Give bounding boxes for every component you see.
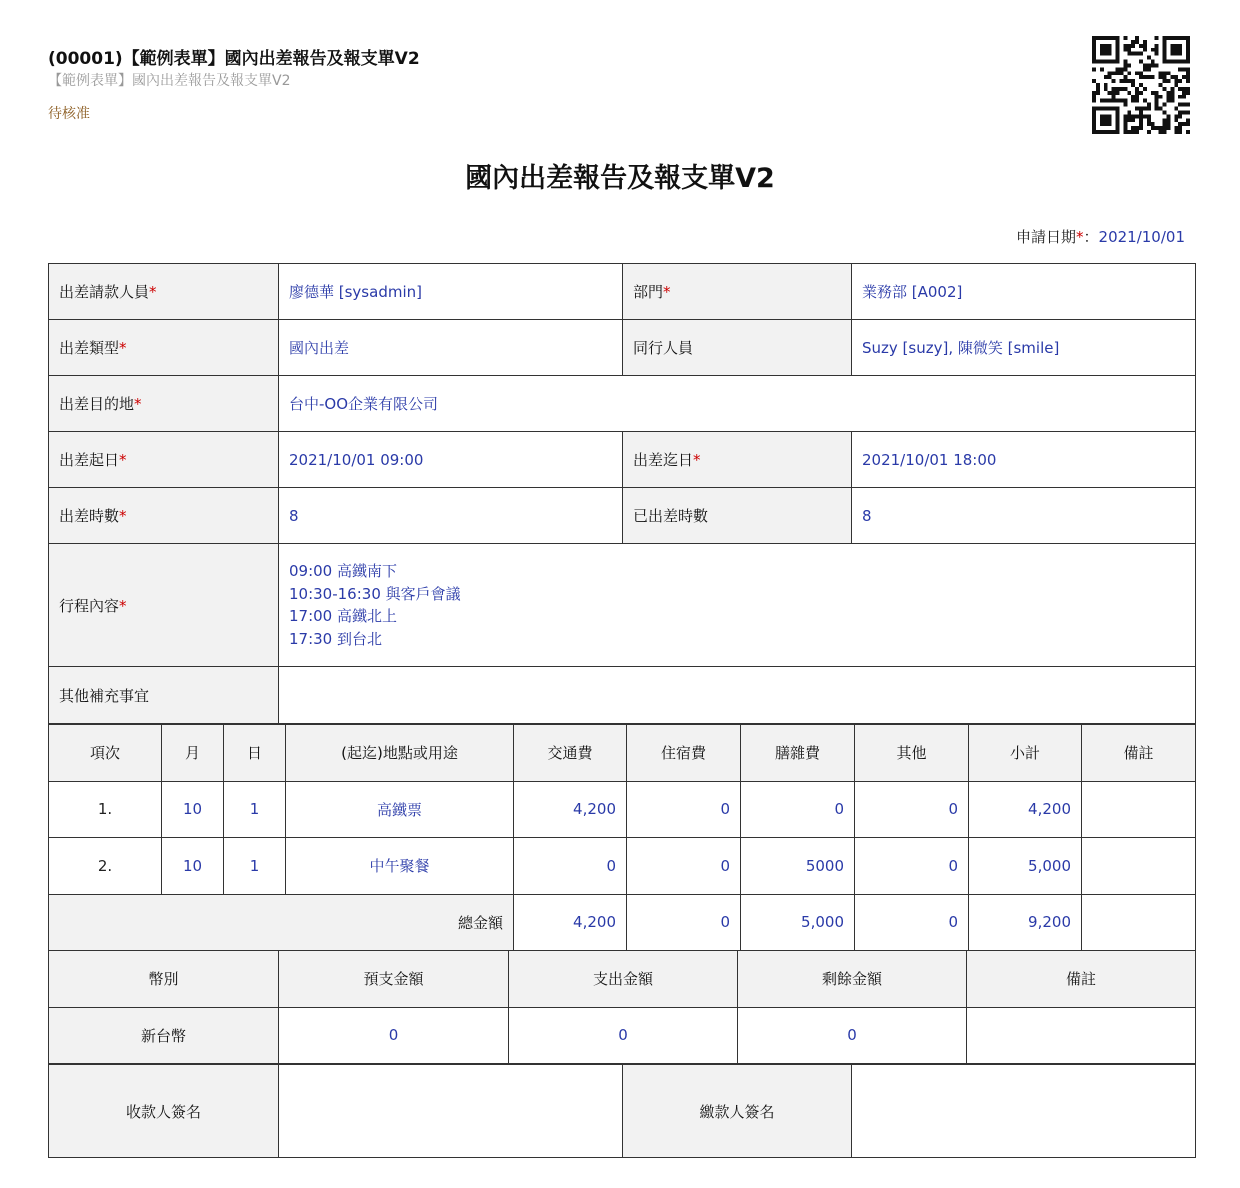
apply-date: [1016, 226, 1185, 247]
itinerary-line: 17:00 高鐵北上: [289, 607, 397, 625]
col-header-month: 月: [162, 725, 224, 782]
col-header-transport: 交通費: [514, 725, 627, 782]
status-badge: 待核准: [48, 106, 90, 122]
done-hours-value: 8: [852, 488, 1196, 544]
itinerary-value: [279, 544, 1196, 667]
total-row: [49, 894, 1196, 951]
row-other: 0: [855, 838, 969, 895]
row-note: [1082, 838, 1196, 895]
hours-label: 出差時數*: [49, 488, 279, 544]
table-row: [49, 1007, 1196, 1064]
expense-table: [48, 724, 1196, 951]
payer-signature-label: 繳款人簽名: [623, 1065, 852, 1158]
apply-date-label: 申請日期: [1016, 228, 1077, 246]
row-meals: 0: [741, 781, 855, 838]
row-month: 10: [162, 838, 224, 895]
row-lodging: 0: [627, 781, 741, 838]
col-header-subtotal: 小計: [969, 725, 1082, 782]
type-label: 出差類型*: [49, 320, 279, 376]
travel-info-table: [48, 263, 1196, 724]
itinerary-label: 行程內容*: [49, 544, 279, 667]
row-lodging: 0: [627, 838, 741, 895]
destination-label: 出差目的地*: [49, 376, 279, 432]
requester-label: 出差請款人員*: [49, 264, 279, 320]
done-hours-label: 已出差時數: [623, 488, 852, 544]
total-label: 總金額: [49, 894, 514, 951]
total-note: [1082, 894, 1196, 951]
col-header-currency: 幣別: [49, 951, 279, 1008]
col-header-no: 項次: [49, 725, 162, 782]
table-row: [49, 1065, 1196, 1158]
destination-value: 台中-OO企業有限公司: [279, 376, 1196, 432]
required-mark: *: [1076, 228, 1084, 246]
col-header-spent: 支出金額: [509, 951, 738, 1008]
dept-value: 業務部 [A002]: [852, 264, 1196, 320]
form-header-title: (00001)【範例表單】國內出差報告及報支單V2: [48, 49, 420, 69]
row-day: 1: [224, 781, 286, 838]
total-meals: 5,000: [741, 894, 855, 951]
payer-signature-field[interactable]: [852, 1065, 1196, 1158]
apply-date-value: 2021/10/01: [1098, 228, 1185, 246]
table-row: [49, 432, 1196, 488]
table-row: [49, 544, 1196, 667]
table-row: [49, 838, 1196, 895]
advance-value: 0: [279, 1007, 509, 1064]
total-transport: 4,200: [514, 894, 627, 951]
requester-value: 廖德華 [sysadmin]: [279, 264, 623, 320]
payee-signature-field[interactable]: [279, 1065, 623, 1158]
col-header-remaining: 剩餘金額: [738, 951, 967, 1008]
end-date-label: 出差迄日*: [623, 432, 852, 488]
row-subtotal: 5,000: [969, 838, 1082, 895]
companions-label: 同行人員: [623, 320, 852, 376]
settlement-table: [48, 950, 1196, 1064]
row-subtotal: 4,200: [969, 781, 1082, 838]
row-day: 1: [224, 838, 286, 895]
col-header-lodging: 住宿費: [627, 725, 741, 782]
row-other: 0: [855, 781, 969, 838]
signature-table: [48, 1064, 1196, 1158]
row-month: 10: [162, 781, 224, 838]
total-subtotal: 9,200: [969, 894, 1082, 951]
col-header-other: 其他: [855, 725, 969, 782]
table-row: [49, 667, 1196, 724]
row-purpose: 高鐵票: [286, 781, 514, 838]
col-header-note: 備註: [1082, 725, 1196, 782]
row-transport: 4,200: [514, 781, 627, 838]
row-note: [1082, 781, 1196, 838]
settlement-note: [967, 1007, 1196, 1064]
other-notes-label: 其他補充事宜: [49, 667, 279, 724]
itinerary-line: 10:30-16:30 與客戶會議: [289, 584, 461, 603]
col-header-note: 備註: [967, 951, 1196, 1008]
other-notes-value: [279, 667, 1196, 724]
table-row: [49, 376, 1196, 432]
table-row: [49, 488, 1196, 544]
start-date-value: 2021/10/01 09:00: [279, 432, 623, 488]
total-lodging: 0: [627, 894, 741, 951]
qr-code-icon: [1092, 36, 1190, 134]
row-no: 1.: [49, 781, 162, 838]
table-header-row: [49, 725, 1196, 782]
currency-value: 新台幣: [49, 1007, 279, 1064]
col-header-meals: 膳雜費: [741, 725, 855, 782]
row-transport: 0: [514, 838, 627, 895]
table-row: [49, 320, 1196, 376]
col-header-day: 日: [224, 725, 286, 782]
document-title: 國內出差報告及報支單V2: [465, 163, 775, 194]
form-header-subtitle: 【範例表單】國內出差報告及報支單V2: [48, 73, 291, 89]
col-header-purpose: (起迄)地點或用途: [286, 725, 514, 782]
remaining-value: 0: [738, 1007, 967, 1064]
hours-value: 8: [279, 488, 623, 544]
spent-value: 0: [509, 1007, 738, 1064]
table-header-row: [49, 951, 1196, 1008]
itinerary-line: 09:00 高鐵南下: [289, 562, 397, 580]
payee-signature-label: 收款人簽名: [49, 1065, 279, 1158]
table-row: [49, 781, 1196, 838]
total-other: 0: [855, 894, 969, 951]
row-purpose: 中午聚餐: [286, 838, 514, 895]
col-header-advance: 預支金額: [279, 951, 509, 1008]
dept-label: 部門*: [623, 264, 852, 320]
apply-date-separator: ：: [1083, 228, 1099, 246]
table-row: [49, 264, 1196, 320]
start-date-label: 出差起日*: [49, 432, 279, 488]
end-date-value: 2021/10/01 18:00: [852, 432, 1196, 488]
row-meals: 5000: [741, 838, 855, 895]
companions-value: Suzy [suzy], 陳微笑 [smile]: [852, 320, 1196, 376]
type-value: 國內出差: [279, 320, 623, 376]
row-no: 2.: [49, 838, 162, 895]
itinerary-line: 17:30 到台北: [289, 629, 382, 648]
